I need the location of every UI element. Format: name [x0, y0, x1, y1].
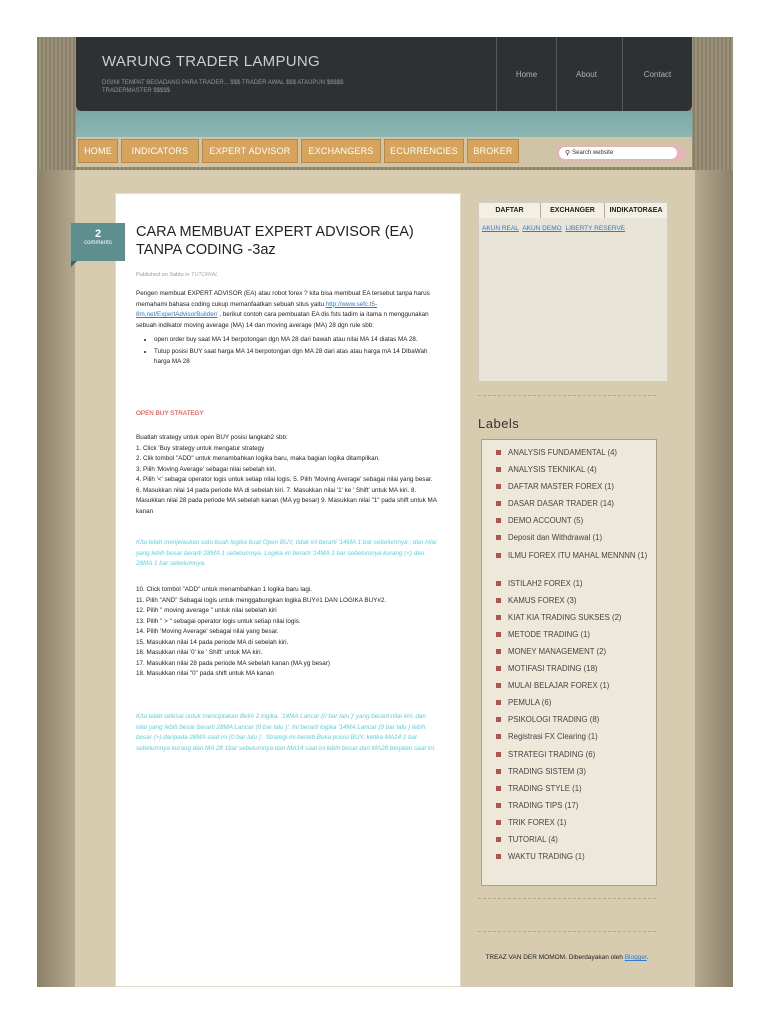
divider	[478, 898, 656, 899]
menu-indicators[interactable]: INDICATORS	[121, 139, 199, 163]
step-line: 11. Pilih "AND" Sebagai logis untuk menggabungkan logika BUY#1 DAN LOGIKA BUY#2.	[136, 596, 387, 604]
step-line: 10. Click tombol "ADD" untuk menambahkan 1 logika baru lagi.	[136, 586, 312, 593]
akun-demo-link[interactable]: AKUN DEMO	[522, 225, 562, 232]
bullet-icon	[496, 837, 501, 842]
label-link[interactable]: ILMU FOREX ITU MAHAL MENNNN (1)	[508, 550, 648, 560]
search-icon: ⚲	[565, 150, 571, 157]
comment-count: 2	[94, 228, 102, 240]
list-item: • Tutup posisi BUY saat harga MA 14 berpotongan dgn MA 28 dari atas atau harga mA 14 DIbaWah harga MA 28	[154, 347, 438, 368]
intro-after: , berikut contoh cara pembuatan EA dis fsts tadim ia itama n menggunakan sebuah indikator moving average (MA) 14 dan moving average (MA) 28 dgn rule sbb:	[136, 311, 429, 329]
menu-expert-advisor[interactable]: EXPERT ADVISOR	[202, 139, 298, 163]
label-link[interactable]: WAKTU TRADING (1)	[508, 852, 585, 862]
search-input[interactable]	[559, 147, 677, 159]
label-item[interactable]	[494, 465, 656, 482]
post-category-link[interactable]: TUTORIAL	[191, 272, 219, 278]
post-meta-prefix: Published on Sabtu in	[136, 272, 190, 278]
bullet-icon	[496, 717, 501, 722]
tab-indikator-ea[interactable]: INDIKATOR&EA	[605, 203, 667, 218]
bullet-icon	[496, 632, 501, 637]
step-line: 13. Pilih " > " sebagai operator logis untuk setiap nilai logis.	[136, 617, 301, 625]
bullet-icon	[496, 666, 501, 671]
steps-part-2	[136, 585, 438, 680]
menu-broker[interactable]: BROKER	[467, 139, 519, 163]
label-link[interactable]: PSIKOLOGI TRADING (8)	[508, 715, 600, 725]
akun-real-link[interactable]: AKUN REAL	[482, 225, 519, 232]
menu-home[interactable]: HOME	[78, 139, 118, 163]
label-item[interactable]	[494, 818, 656, 835]
bullet-icon	[496, 553, 501, 558]
label-link[interactable]: METODE TRADING (1)	[508, 629, 591, 639]
bullet-icon	[496, 854, 501, 859]
bullet-icon	[496, 786, 501, 791]
site-description: DISINI TEMPAT BEGADANG PARA TRADER... $$$ TRADER AWAL $$$ ATAUPUN $$$$$ TRADERMASTER $$$$$	[102, 80, 344, 94]
label-link[interactable]: DASAR DASAR TRADER (14)	[508, 499, 615, 509]
step-line: Buatlah strategy untuk open BUY posisi langkah2 sbb:	[136, 434, 288, 441]
labels-heading: Labels	[478, 416, 520, 431]
bullet-icon	[496, 683, 501, 688]
bullet-icon	[496, 700, 501, 705]
label-item[interactable]	[494, 499, 656, 516]
list-item: • open order buy saat MA 14 berpotongan dgn MA 28 dari bawah atau nilai MA 14 diatas MA 28.	[154, 335, 438, 346]
bullet-icon	[496, 598, 501, 603]
label-item[interactable]	[494, 801, 656, 818]
label-item[interactable]	[494, 681, 656, 698]
label-item[interactable]	[494, 698, 656, 715]
label-item[interactable]	[494, 852, 656, 869]
labels-widget	[481, 439, 657, 886]
label-item[interactable]	[494, 732, 656, 749]
label-item[interactable]	[494, 613, 656, 630]
label-link[interactable]: Registrasi FX Clearing (1)	[508, 732, 598, 742]
label-item[interactable]	[494, 647, 656, 664]
bullet-icon	[496, 734, 501, 739]
label-item[interactable]	[494, 664, 656, 681]
tab-exchanger[interactable]: EXCHANGER	[541, 203, 605, 218]
label-link[interactable]: Deposit dan Withdrawal (1)	[508, 533, 603, 543]
step-line: 4. Pilih '<' sebagai operator logis untuk setiap nilai logis. 5. Pilih 'Moving Average' sebagai nilai yang besar. 6. Masukkan nilai 14 pada periode MA di sebelah kiri. 7. Masukkan nilai '1' ke ' Shift' untuk MA kiri. 8. Masukkan nilai 28 pada periode MA sebelah kanan (MA yg besar) 9. Masukkan nilai "1" pada shift untuk MA kanan	[136, 476, 437, 515]
label-item[interactable]	[494, 596, 656, 613]
label-link[interactable]: MULAI BELAJAR FOREX (1)	[508, 681, 610, 691]
rule-list	[136, 335, 438, 368]
note-1: Kita telah menjelaskan satu buah logika buat Open BUY, tidak ini berarti '14MA 1 bar sebelumnya ; dan nilai yang lebih besar berarti 28MA 1 sebelumnya. Logika ini berarti '14MA 1 bar sebelumnya kurang (<) dari 28MA 1 bar sebelumnya.	[136, 539, 437, 567]
label-item[interactable]	[494, 533, 656, 550]
sidebar-tab-widget	[478, 202, 668, 382]
label-item[interactable]	[494, 784, 656, 801]
bullet-icon	[496, 649, 501, 654]
topnav-about[interactable]: About	[556, 37, 616, 111]
label-item[interactable]	[494, 767, 656, 784]
search-box[interactable]	[556, 145, 686, 161]
comment-count-label: comments	[84, 240, 112, 246]
footer-text: TREAZ VAN DER MOMOM. Diberdayakan oleh	[485, 954, 623, 961]
label-link[interactable]: KIAT KIA TRADING SUKSES (2)	[508, 612, 622, 622]
post-intro	[136, 289, 438, 369]
comment-count-badge[interactable]	[71, 223, 125, 261]
label-link[interactable]: ANALYSIS FUNDAMENTAL (4)	[508, 448, 618, 457]
bullet-icon	[496, 820, 501, 825]
liberty-reserve-link[interactable]: LIBERTY RESERVE	[565, 225, 626, 232]
menu-ecurrencies[interactable]: ECURRENCIES	[384, 139, 464, 163]
bullet-icon	[496, 484, 501, 489]
label-link[interactable]: TUTORIAL (4)	[508, 834, 558, 844]
note-2: Kita telah selesai untuk menciptakan Beli# 2 logika. '14MA Lancar (0 bar lalu )' yang berarti nilai kiri, dan nilai yang lebih besar berarti 28MA Lancar (0 bar lalu )'. Ini berarti logika '14MA Lancar (0 bar lalu ) lebih besar (>) daripada 28MA saat ini (0 bar lalu )'. Strategi ini berarti Buka posisi BUY, ketika MA14 1 bar sebelumnya kurang dari MA 28 1bar sebelumnya dan MA14 saat ini lebih besar dari MA28 berjalan saat ini.	[136, 713, 436, 752]
step-line: 16. Masukkan nilai '0' ke ' Shift' untuk MA kiri.	[136, 649, 263, 656]
site-title[interactable]: WARUNG TRADER LAMPUNG	[102, 53, 320, 70]
bullet-icon	[496, 450, 501, 455]
site-header	[76, 37, 692, 111]
topnav-home[interactable]: Home	[496, 37, 556, 111]
label-link[interactable]: TRADING TIPS (17)	[508, 800, 579, 810]
bullet-icon	[496, 803, 501, 808]
search-placeholder: Search website	[572, 150, 614, 156]
divider	[478, 395, 656, 396]
section-heading: OPEN BUY STRATEGY	[136, 410, 204, 417]
step-line: 17. Masukkan nilai 28 pada periode MA sebelah kanan (MA yg besar)	[136, 659, 330, 667]
label-link[interactable]: KAMUS FOREX (3)	[508, 595, 577, 605]
step-line: 12. Pilih " moving average " untuk nilai sebelah kiri	[136, 607, 277, 614]
label-link[interactable]: DEMO ACCOUNT (5)	[508, 516, 584, 526]
label-item[interactable]	[494, 516, 656, 533]
bullet-icon	[496, 752, 501, 757]
label-link[interactable]: MONEY MANAGEMENT (2)	[508, 646, 607, 656]
bullet-icon	[496, 581, 501, 586]
bullet-icon	[496, 535, 501, 540]
label-item[interactable]	[494, 482, 656, 499]
bullet-icon	[496, 501, 501, 506]
label-item[interactable]	[494, 551, 656, 579]
step-line: 15. Masukkan nilai 14 pada periode MA di sebelah kiri.	[136, 638, 289, 646]
topnav-contact[interactable]: Contact	[622, 37, 692, 111]
step-line: 1. Click 'Buy strategy untuk mengatur strategy	[136, 444, 265, 452]
label-item[interactable]	[494, 448, 656, 465]
menu-exchangers[interactable]: EXCHANGERS	[301, 139, 381, 163]
label-item[interactable]	[494, 630, 656, 647]
label-link[interactable]: DAFTAR MASTER FOREX (1)	[508, 482, 614, 492]
label-link[interactable]: MOTIFASI TRADING (18)	[508, 664, 598, 674]
bullet-icon	[496, 518, 501, 523]
label-link[interactable]: ANALYSIS TEKNIKAL (4)	[508, 465, 597, 475]
step-line: 18. Masukkan nilai "0" pada shift untuk MA kanan	[136, 670, 274, 677]
bullet-icon	[496, 615, 501, 620]
tab-links	[482, 225, 627, 232]
post-title[interactable]: CARA MEMBUAT EXPERT ADVISOR (EA) TANPA CODING -3az	[136, 224, 414, 258]
blogger-link[interactable]: Blogger	[624, 954, 647, 961]
label-link[interactable]: PEMULA (6)	[508, 698, 552, 708]
label-item[interactable]	[494, 715, 656, 732]
badge-fold	[71, 261, 77, 267]
footer	[478, 953, 656, 963]
label-link[interactable]: STRATEGI TRADING (6)	[508, 749, 596, 759]
step-line: 14. Pilih 'Moving Average' sebagai nilai yang besar.	[136, 628, 279, 635]
post-meta	[136, 272, 218, 278]
label-item[interactable]	[494, 835, 656, 852]
label-link[interactable]: TRADING SISTEM (3)	[508, 766, 586, 776]
label-link[interactable]: TRADING STYLE (1)	[508, 783, 582, 793]
divider	[478, 931, 656, 932]
steps-part-1	[136, 433, 438, 517]
label-item[interactable]	[494, 750, 656, 767]
footer-period: .	[646, 954, 649, 961]
intro-text: Pengen membuat EXPERT ADVISOR (EA) atau robot forex ? kita bisa membuat EA tersebut tanpa harus memahami bahasa coding cukup memanfaatkan sebuah situs yaitu	[136, 290, 430, 308]
step-line: 2. Clik tombol "ADD" untuk menambahkan logika baru, maka bagian logika ditampilkan.	[136, 455, 380, 462]
ea-builder-link[interactable]: http://www.sefc.t5-8m.net/ExpertAdvisorBuilder/	[136, 300, 378, 318]
labels-list	[482, 440, 656, 869]
label-link[interactable]: TRIK FOREX (1)	[508, 817, 567, 827]
step-line: 3. Pilih 'Moving Average' sebagai nilai sebelah kiri.	[136, 465, 277, 473]
bullet-icon	[496, 769, 501, 774]
label-link[interactable]: ISTILAH2 FOREX (1)	[508, 578, 583, 588]
bullet-icon	[496, 467, 501, 472]
tab-daftar[interactable]: DAFTAR	[479, 203, 541, 218]
label-item[interactable]	[494, 579, 656, 596]
